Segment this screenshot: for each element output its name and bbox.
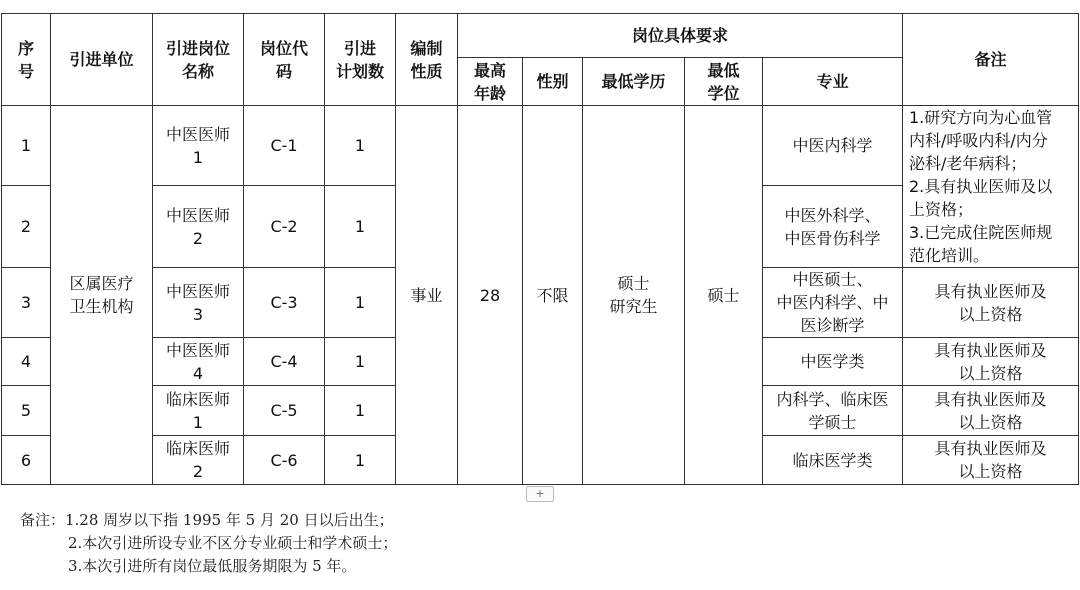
- cell-seq: 1: [2, 106, 51, 186]
- cell-post-code: C-6: [244, 436, 325, 485]
- cell-seq: 4: [2, 338, 51, 386]
- footnote-line-2: 2.本次引进所设专业不区分专业硕士和学术硕士；: [68, 534, 398, 552]
- cell-post-name: 中医医师 1: [153, 106, 244, 186]
- cell-seq: 6: [2, 436, 51, 485]
- header-remarks: 备注: [903, 14, 1079, 106]
- cell-plan: 1: [325, 268, 396, 338]
- cell-seq: 3: [2, 268, 51, 338]
- recruitment-table: [1, 13, 1079, 485]
- cell-post-code: C-2: [244, 186, 325, 268]
- cell-staffing: 事业: [396, 106, 458, 485]
- cell-min-degree: 硕士: [685, 106, 763, 485]
- cell-plan: 1: [325, 436, 396, 485]
- cell-remark-combined: 1.研究方向为心血管 内科/呼吸内科/内分 泌科/老年病科； 2.具有执业医师及以 上资格； 3.已完成住院医师规 范化培训。: [903, 106, 1079, 268]
- cell-major: 中医学类: [763, 338, 903, 386]
- cell-unit: 区属医疗 卫生机构: [51, 106, 153, 485]
- cell-major: 中医硕士、 中医内科学、中 医诊断学: [763, 268, 903, 338]
- cell-remark: 具有执业医师及 以上资格: [903, 386, 1079, 436]
- cell-major: 中医内科学: [763, 106, 903, 186]
- cell-plan: 1: [325, 386, 396, 436]
- cell-seq: 2: [2, 186, 51, 268]
- cell-max-age: 28: [458, 106, 523, 485]
- header-unit: 引进单位: [51, 14, 153, 106]
- footnotes: [20, 509, 397, 578]
- cell-major: 内科学、临床医 学硕士: [763, 386, 903, 436]
- cell-gender: 不限: [523, 106, 583, 485]
- header-requirements: 岗位具体要求: [458, 14, 903, 58]
- cell-post-code: C-3: [244, 268, 325, 338]
- cell-seq: 5: [2, 386, 51, 436]
- add-row-button[interactable]: +: [526, 486, 554, 502]
- cell-post-code: C-4: [244, 338, 325, 386]
- cell-post-name: 中医医师 3: [153, 268, 244, 338]
- cell-remark: 具有执业医师及 以上资格: [903, 338, 1079, 386]
- header-min-edu: 最低学历: [583, 58, 685, 106]
- cell-post-name: 中医医师 2: [153, 186, 244, 268]
- footnote-line-1: 备注：1.28 周岁以下指 1995 年 5 月 20 日以后出生；: [20, 511, 394, 529]
- table-row: [2, 106, 1079, 186]
- cell-post-code: C-1: [244, 106, 325, 186]
- cell-post-name: 临床医师 1: [153, 386, 244, 436]
- header-min-degree: 最低 学位: [685, 58, 763, 106]
- cell-remark: 具有执业医师及 以上资格: [903, 436, 1079, 485]
- header-staffing: 编制 性质: [396, 14, 458, 106]
- cell-plan: 1: [325, 186, 396, 268]
- cell-major: 临床医学类: [763, 436, 903, 485]
- header-max-age: 最高 年龄: [458, 58, 523, 106]
- cell-min-edu: 硕士 研究生: [583, 106, 685, 485]
- cell-plan: 1: [325, 338, 396, 386]
- header-seq: 序 号: [2, 14, 51, 106]
- cell-post-code: C-5: [244, 386, 325, 436]
- header-major: 专业: [763, 58, 903, 106]
- header-post-code: 岗位代 码: [244, 14, 325, 106]
- header-plan: 引进 计划数: [325, 14, 396, 106]
- cell-remark: 具有执业医师及 以上资格: [903, 268, 1079, 338]
- cell-major: 中医外科学、 中医骨伤科学: [763, 186, 903, 268]
- cell-post-name: 中医医师 4: [153, 338, 244, 386]
- header-gender: 性别: [523, 58, 583, 106]
- header-post-name: 引进岗位 名称: [153, 14, 244, 106]
- cell-plan: 1: [325, 106, 396, 186]
- cell-post-name: 临床医师 2: [153, 436, 244, 485]
- footnote-line-3: 3.本次引进所有岗位最低服务期限为 5 年。: [68, 557, 357, 575]
